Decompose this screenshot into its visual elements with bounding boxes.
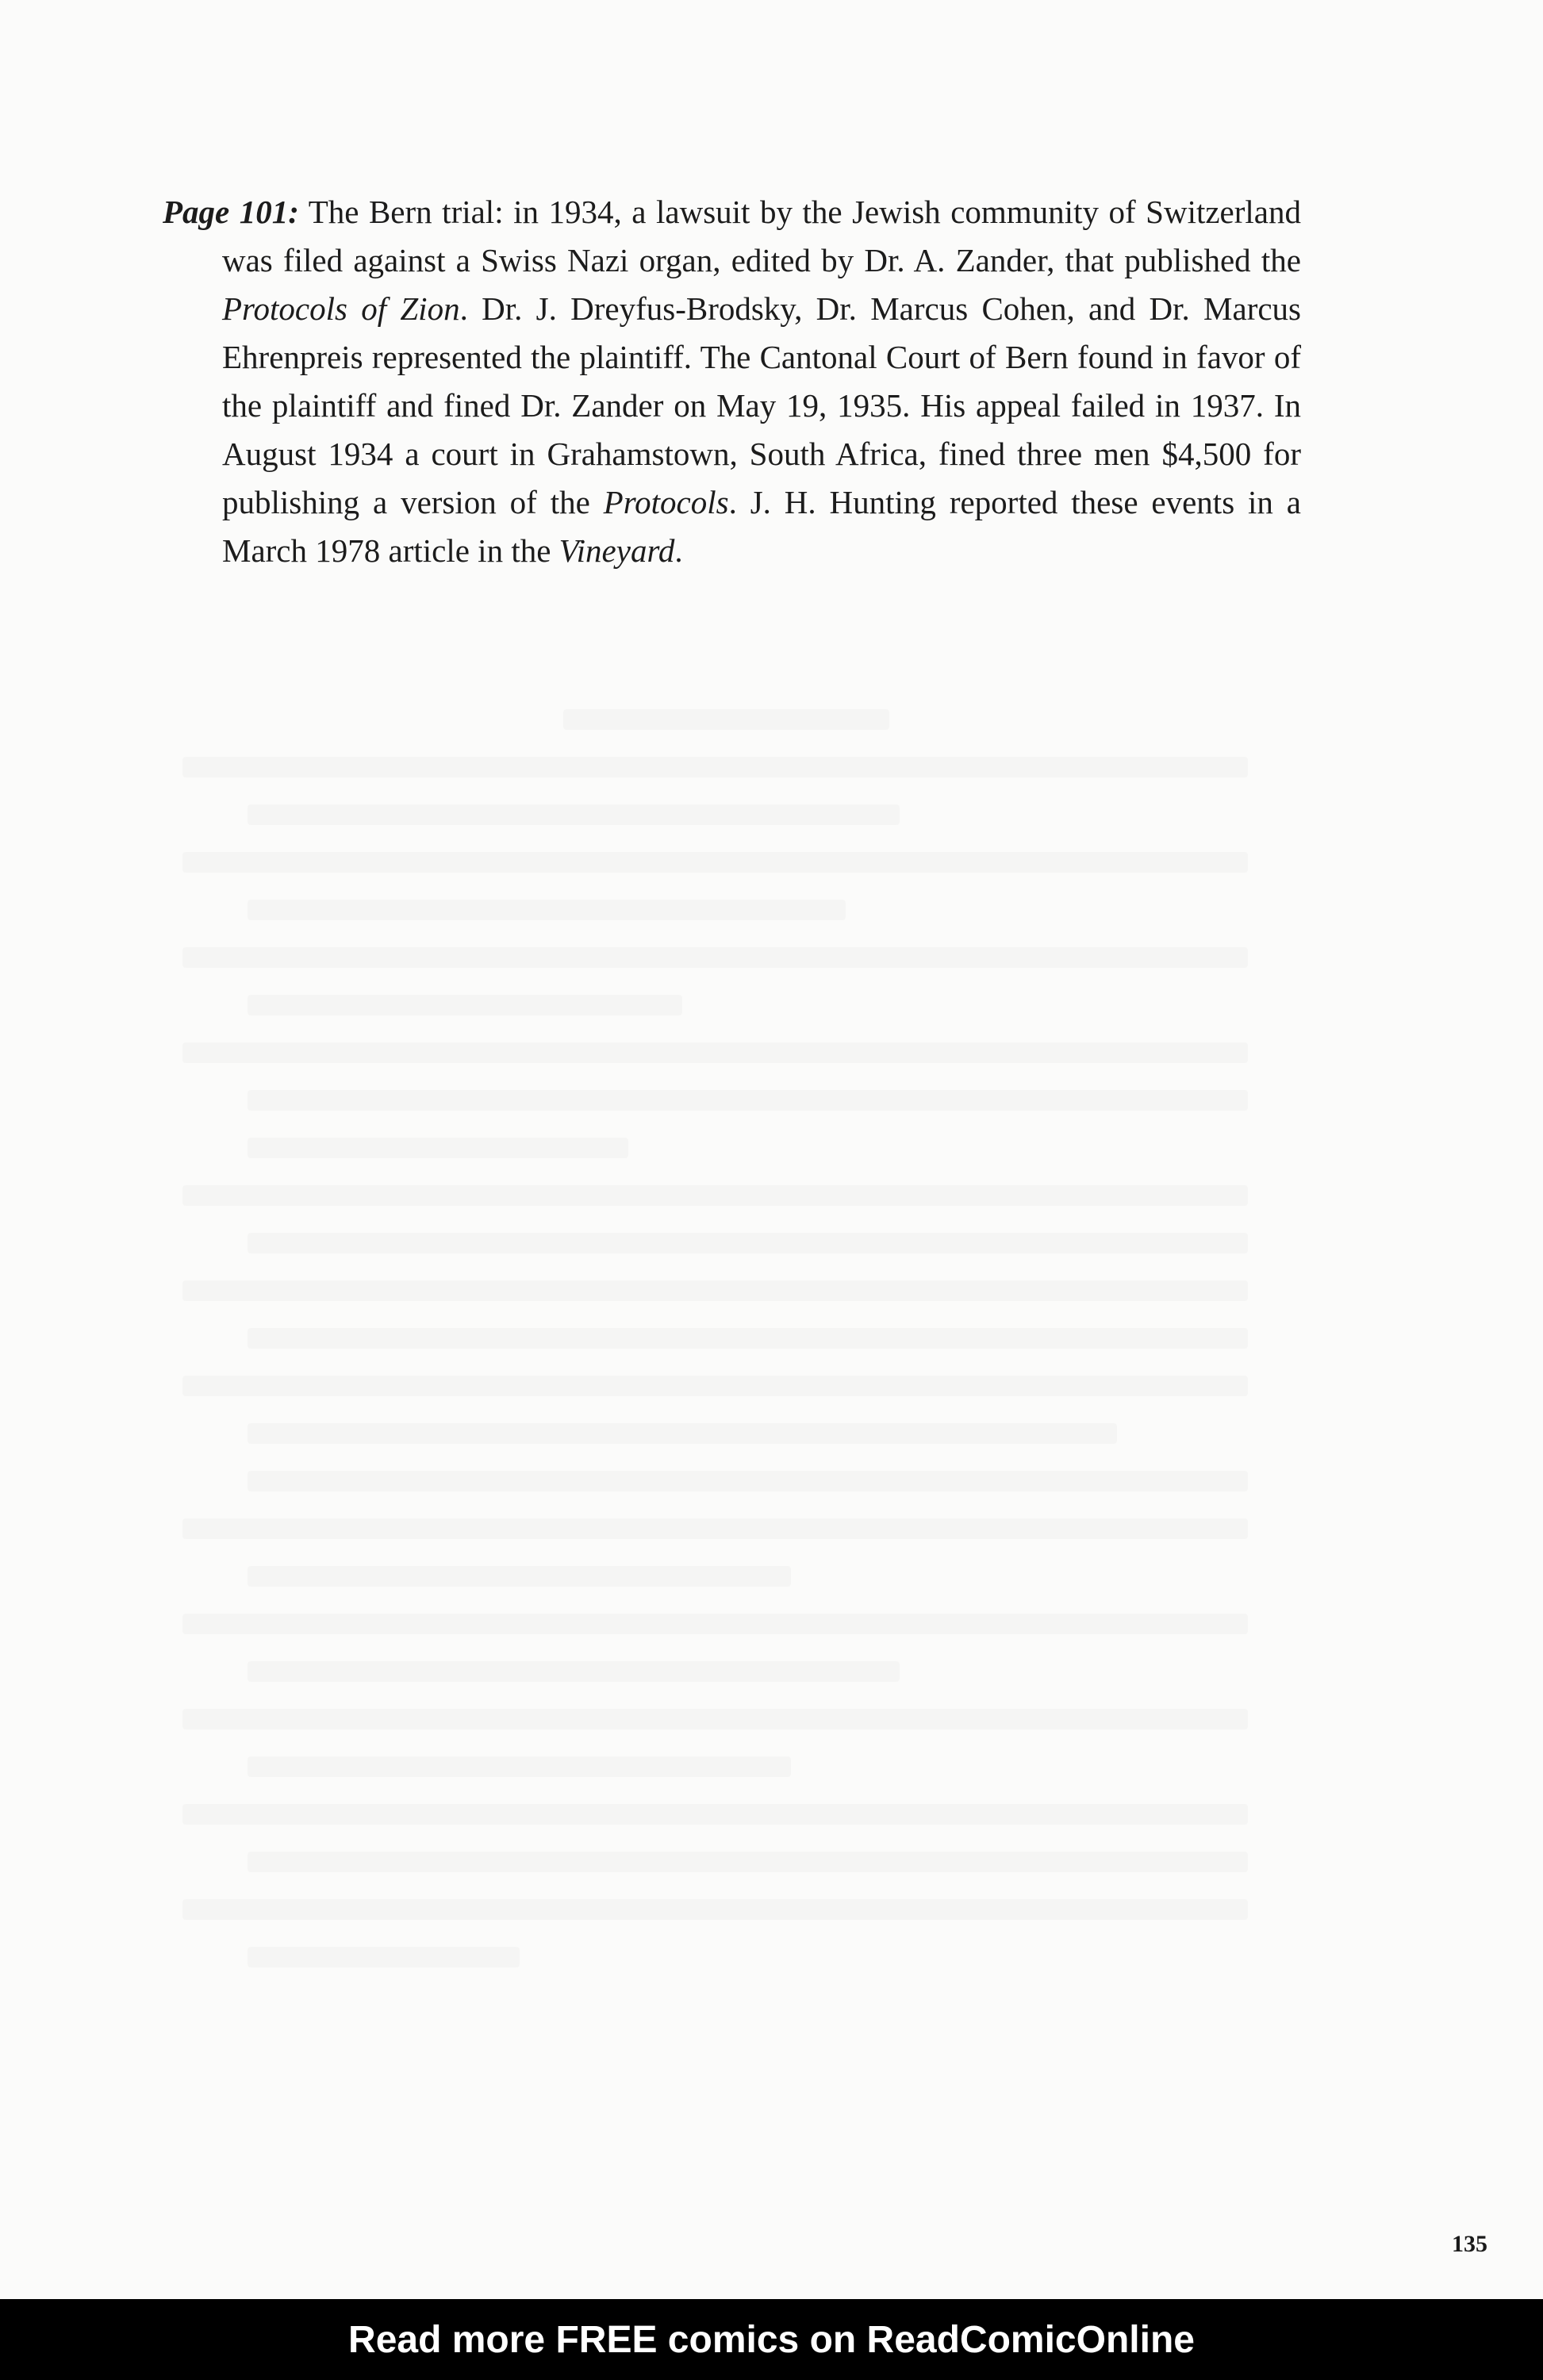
endnote-paragraph: [163, 188, 1301, 575]
endnote-segment-1: Protocols of Zion: [222, 290, 460, 327]
promo-banner-link[interactable]: Read more FREE comics on ReadComicOnline: [348, 2318, 1195, 2361]
endnote-segment-4: . J. H. Hunting reported these events in a March 1978 article in the: [222, 484, 1301, 569]
endnote-segment-5: Vineyard: [558, 532, 675, 569]
endnote-segment-2: . Dr. J. Dreyfus-Brodsky, Dr. Marcus Cohen, and Dr. Marcus Ehrenpreis represented the plaintiff. The Cantonal Court of Bern found in favor of the plaintiff and fined Dr. Zander on May 19, 1935. His appeal failed in 1937. In August 1934 a court in Grahamstown, South Africa, fined three men $4,500 for publishing a version of the: [222, 290, 1302, 520]
endnote-reference: Page 101:: [163, 194, 299, 230]
promo-banner: [0, 2299, 1543, 2380]
endnote-segment-6: .: [674, 532, 683, 569]
show-through-bleed: [182, 682, 1269, 2190]
endnote-segment-3: Protocols: [603, 484, 729, 520]
page-number: 135: [1452, 2231, 1487, 2257]
endnote-segment-0: The Bern trial: in 1934, a lawsuit by the Jewish community of Switzerland was filed against a Swiss Nazi organ, edited by Dr. A. Zander, that published the: [222, 194, 1301, 278]
